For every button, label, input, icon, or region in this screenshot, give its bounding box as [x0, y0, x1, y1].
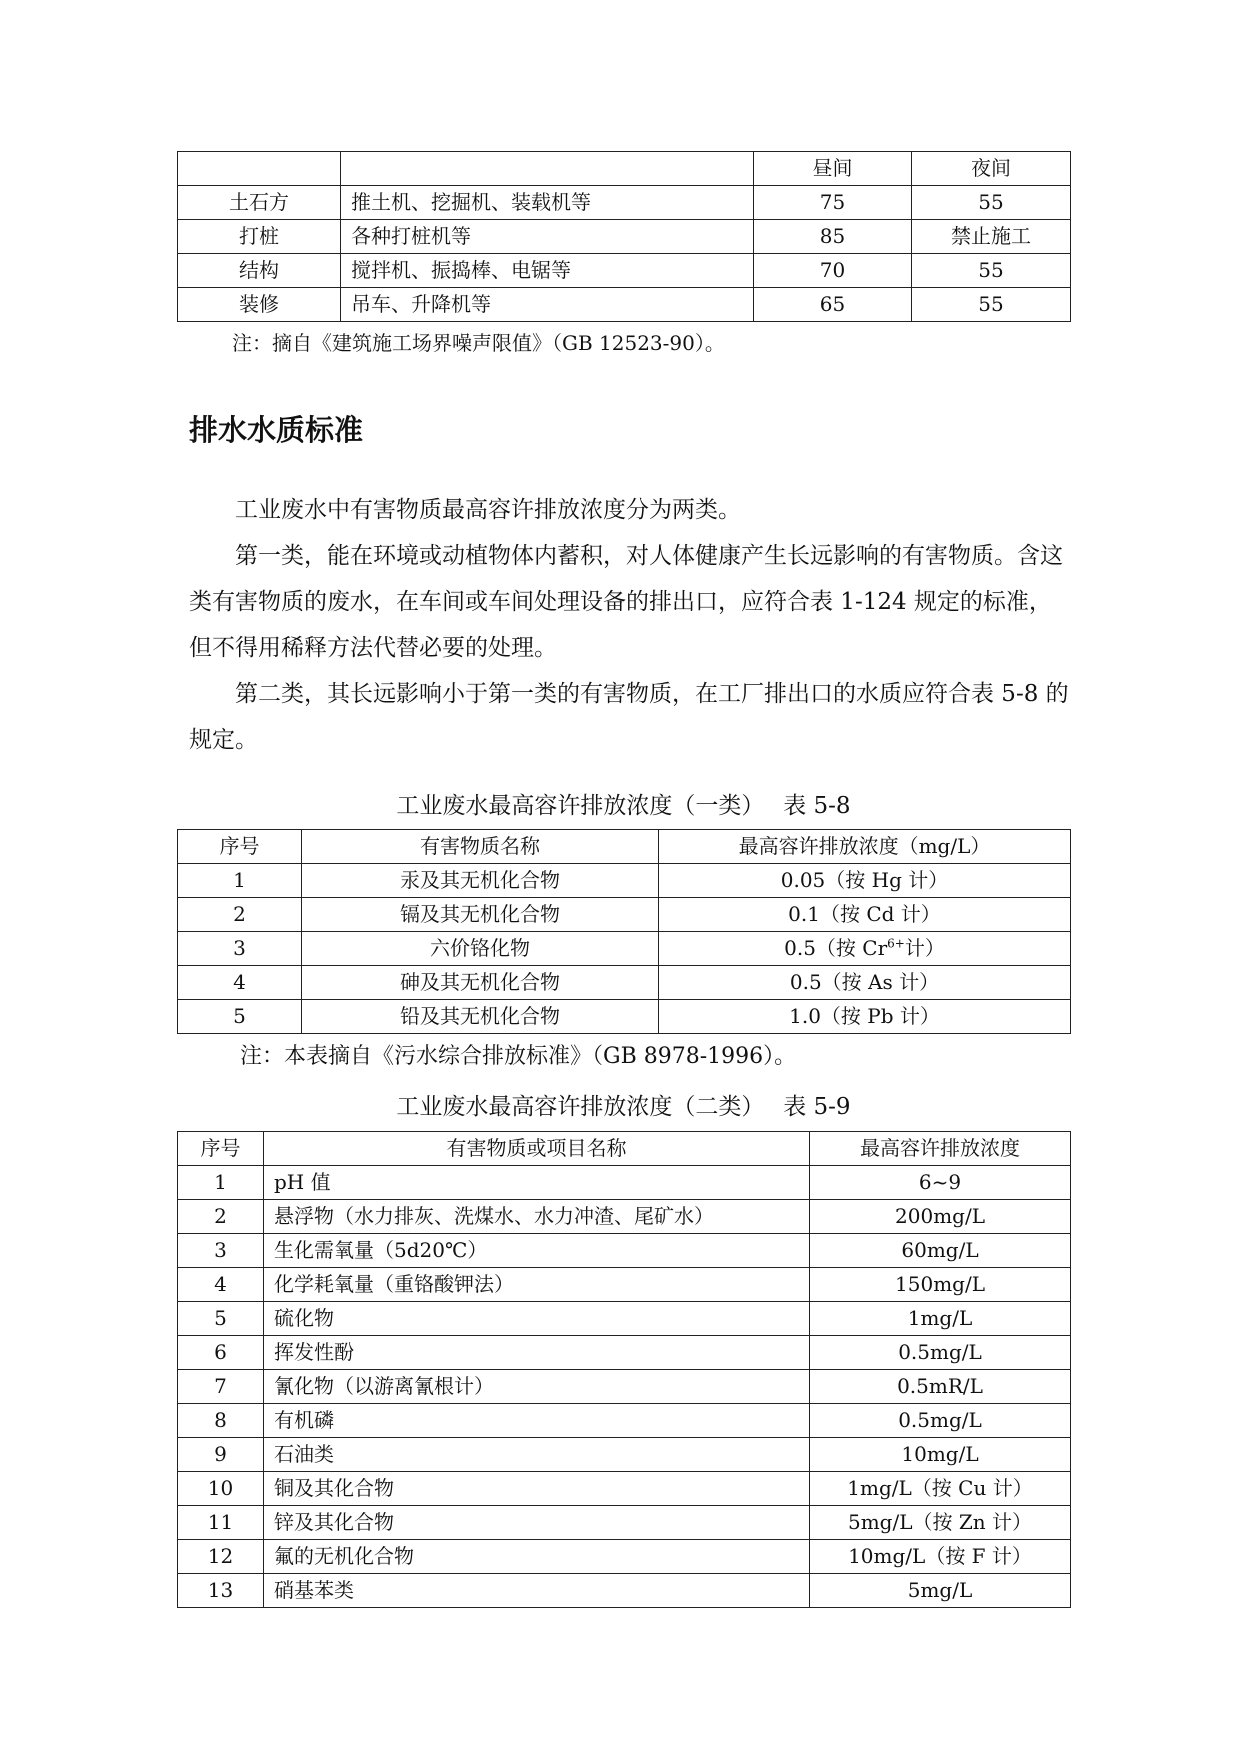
class1-limit-table	[177, 829, 1071, 1034]
no-cell: 2	[178, 898, 302, 932]
table-row	[178, 1506, 1071, 1540]
limit-cell: 0.5mg/L	[810, 1336, 1071, 1370]
equipment-cell: 各种打桩机等	[341, 220, 754, 254]
stage-cell: 打桩	[178, 220, 341, 254]
table-header-row	[178, 830, 1071, 864]
noise-limit-table	[177, 151, 1071, 322]
item-cell: 氰化物（以游离氰根计）	[264, 1370, 810, 1404]
no-cell: 5	[178, 1000, 302, 1034]
limit-cell: 1mg/L	[810, 1302, 1071, 1336]
no-cell: 4	[178, 966, 302, 1000]
night-limit-cell: 禁止施工	[912, 220, 1071, 254]
table1-caption: 工业废水最高容许排放浓度（一类） 表 5-8	[396, 793, 851, 819]
item-cell: 化学耗氧量（重铬酸钾法）	[264, 1268, 810, 1302]
day-limit-cell: 75	[754, 186, 912, 220]
substance-cell: 镉及其无机化合物	[302, 898, 659, 932]
limit-text: 计）	[904, 936, 945, 960]
no-cell: 6	[178, 1336, 264, 1370]
table-row	[178, 1166, 1071, 1200]
header-cell	[341, 152, 754, 186]
table-row	[178, 966, 1071, 1000]
no-cell: 9	[178, 1438, 264, 1472]
item-cell: 锌及其化合物	[264, 1506, 810, 1540]
limit-cell	[659, 932, 1071, 966]
limit-cell: 200mg/L	[810, 1200, 1071, 1234]
limit-cell: 60mg/L	[810, 1234, 1071, 1268]
header-cell-no: 序号	[178, 1132, 264, 1166]
table-row	[178, 1404, 1071, 1438]
limit-cell: 0.5（按 As 计）	[659, 966, 1071, 1000]
no-cell: 1	[178, 864, 302, 898]
item-cell: 硝基苯类	[264, 1574, 810, 1608]
table2-caption: 工业废水最高容许排放浓度（二类） 表 5-9	[396, 1094, 851, 1120]
table-row	[178, 1000, 1071, 1034]
table-row	[178, 1234, 1071, 1268]
no-cell: 10	[178, 1472, 264, 1506]
limit-cell: 6~9	[810, 1166, 1071, 1200]
limit-text: 0.5（按 Cr	[784, 936, 888, 960]
table1-note: 注：本表摘自《污水综合排放标准》（GB 8978-1996）。	[240, 1044, 797, 1069]
header-cell-value: 最高容许排放浓度（mg/L）	[659, 830, 1071, 864]
table-header-row	[178, 1132, 1071, 1166]
table-row	[178, 1472, 1071, 1506]
stage-cell: 装修	[178, 288, 341, 322]
item-cell: 铜及其化合物	[264, 1472, 810, 1506]
no-cell: 2	[178, 1200, 264, 1234]
item-cell: 氟的无机化合物	[264, 1540, 810, 1574]
class2-limit-table	[177, 1131, 1071, 1608]
limit-cell: 0.1（按 Cd 计）	[659, 898, 1071, 932]
equipment-cell: 推土机、挖掘机、装载机等	[341, 186, 754, 220]
table-row	[178, 1268, 1071, 1302]
header-cell-night: 夜间	[912, 152, 1071, 186]
table-row	[178, 1370, 1071, 1404]
no-cell: 4	[178, 1268, 264, 1302]
limit-cell: 1mg/L（按 Cu 计）	[810, 1472, 1071, 1506]
superscript: 6+	[887, 936, 905, 951]
noise-table-note: 注：摘自《建筑施工场界噪声限值》（GB 12523-90）。	[232, 331, 725, 355]
table-row	[178, 288, 1071, 322]
section-heading: 排水水质标准	[189, 413, 364, 447]
no-cell: 12	[178, 1540, 264, 1574]
equipment-cell: 搅拌机、振捣棒、电锯等	[341, 254, 754, 288]
section-body	[189, 487, 1069, 763]
no-cell: 1	[178, 1166, 264, 1200]
stage-cell: 结构	[178, 254, 341, 288]
table-row	[178, 1336, 1071, 1370]
table-row	[178, 1200, 1071, 1234]
header-cell-day: 昼间	[754, 152, 912, 186]
item-cell: 挥发性酚	[264, 1336, 810, 1370]
no-cell: 3	[178, 932, 302, 966]
night-limit-cell: 55	[912, 186, 1071, 220]
day-limit-cell: 85	[754, 220, 912, 254]
table-header-row	[178, 152, 1071, 186]
no-cell: 8	[178, 1404, 264, 1438]
paragraph: 工业废水中有害物质最高容许排放浓度分为两类。	[235, 497, 741, 523]
substance-cell: 铅及其无机化合物	[302, 1000, 659, 1034]
item-cell: 硫化物	[264, 1302, 810, 1336]
limit-cell: 10mg/L	[810, 1438, 1071, 1472]
header-cell	[178, 152, 341, 186]
substance-cell: 六价铬化物	[302, 932, 659, 966]
table-row	[178, 1574, 1071, 1608]
limit-cell: 150mg/L	[810, 1268, 1071, 1302]
table-row	[178, 864, 1071, 898]
no-cell: 3	[178, 1234, 264, 1268]
header-cell-no: 序号	[178, 830, 302, 864]
stage-cell: 土石方	[178, 186, 341, 220]
limit-cell: 0.5mR/L	[810, 1370, 1071, 1404]
substance-cell: 汞及其无机化合物	[302, 864, 659, 898]
limit-cell: 1.0（按 Pb 计）	[659, 1000, 1071, 1034]
header-cell-value: 最高容许排放浓度	[810, 1132, 1071, 1166]
limit-cell: 10mg/L（按 F 计）	[810, 1540, 1071, 1574]
no-cell: 13	[178, 1574, 264, 1608]
table-row	[178, 1438, 1071, 1472]
table-row	[178, 254, 1071, 288]
paragraph: 第一类，能在环境或动植物体内蓄积，对人体健康产生长远影响的有害物质。含这类有害物质的废水，在车间或车间处理设备的排出口，应符合表 1-124 规定的标准，但不得用稀释方法代替必要的处理。	[189, 543, 1063, 661]
paragraph: 第二类，其长远影响小于第一类的有害物质，在工厂排出口的水质应符合表 5-8 的规定。	[189, 681, 1069, 753]
no-cell: 11	[178, 1506, 264, 1540]
limit-cell: 0.05（按 Hg 计）	[659, 864, 1071, 898]
table-row	[178, 220, 1071, 254]
table-row	[178, 932, 1071, 966]
substance-cell: 砷及其无机化合物	[302, 966, 659, 1000]
no-cell: 7	[178, 1370, 264, 1404]
header-cell-name: 有害物质名称	[302, 830, 659, 864]
item-cell: 石油类	[264, 1438, 810, 1472]
night-limit-cell: 55	[912, 288, 1071, 322]
item-cell: pH 值	[264, 1166, 810, 1200]
limit-cell: 5mg/L	[810, 1574, 1071, 1608]
equipment-cell: 吊车、升降机等	[341, 288, 754, 322]
item-cell: 悬浮物（水力排灰、洗煤水、水力冲渣、尾矿水）	[264, 1200, 810, 1234]
night-limit-cell: 55	[912, 254, 1071, 288]
table-row	[178, 1302, 1071, 1336]
limit-cell: 5mg/L（按 Zn 计）	[810, 1506, 1071, 1540]
limit-cell: 0.5mg/L	[810, 1404, 1071, 1438]
day-limit-cell: 70	[754, 254, 912, 288]
header-cell-name: 有害物质或项目名称	[264, 1132, 810, 1166]
no-cell: 5	[178, 1302, 264, 1336]
table-row	[178, 186, 1071, 220]
item-cell: 有机磷	[264, 1404, 810, 1438]
item-cell: 生化需氧量（5d20℃）	[264, 1234, 810, 1268]
table-row	[178, 1540, 1071, 1574]
table-row	[178, 898, 1071, 932]
day-limit-cell: 65	[754, 288, 912, 322]
